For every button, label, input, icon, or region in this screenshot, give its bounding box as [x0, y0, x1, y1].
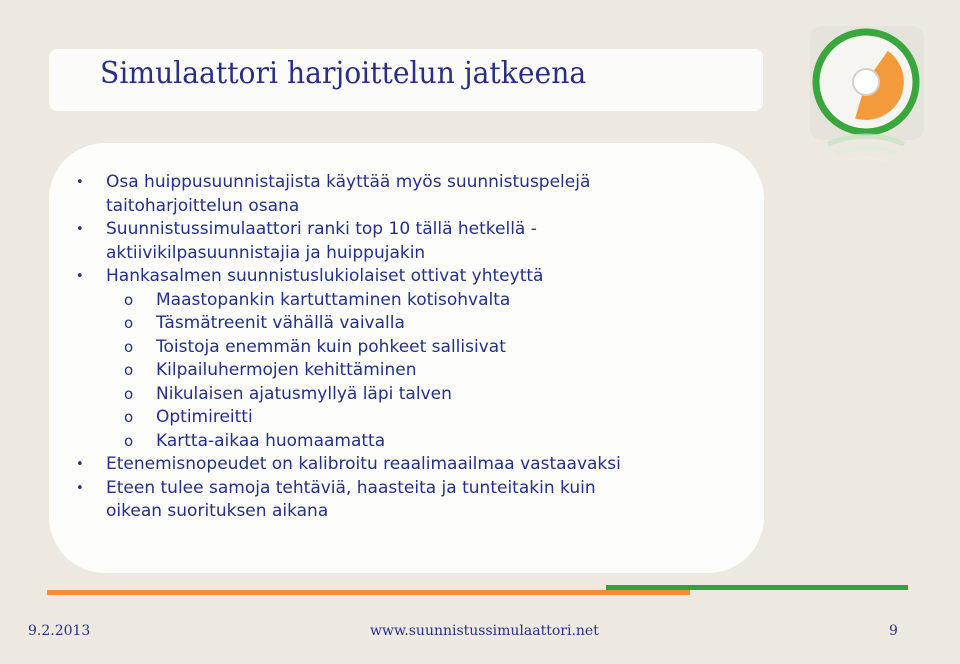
sub-bullet-icon: o	[124, 290, 134, 309]
bullet-icon: •	[76, 222, 84, 237]
footer-url: www.suunnistussimulaattori.net	[370, 623, 599, 639]
orange-accent-bar	[47, 590, 690, 595]
sub-bullet-icon: o	[124, 337, 134, 356]
slide-title: Simulaattori harjoittelun jatkeena	[100, 56, 587, 91]
sub-bullet-icon: o	[124, 431, 134, 450]
sub-bullet-icon: o	[124, 384, 134, 403]
sub-bullet-icon: o	[124, 408, 134, 426]
footer-date: 9.2.2013	[28, 623, 91, 639]
sub-bullet-icon: o	[124, 314, 134, 332]
bullet-icon: •	[76, 480, 84, 496]
sub-bullet-icon: o	[124, 361, 134, 379]
page-number: 9	[889, 623, 898, 639]
bullet-icon: •	[76, 269, 84, 284]
bullet-list: • Osa huippusuunnistajista käyttää myös suunnistuspelejä taitoharjoittelun osana • Suunnistussimulaattori ranki top 10 tällä hetkellä - aktiivikilpasuunnistajia ja huippujakin • Hankasalmen suunnistuslukiolaiset ottivat yhteyttä o Maastopankin kartuttaminen kotisohvalta o Täsmätreenit vähällä vaivalla o Toistoja enemmän kuin pohkeet sallisivat o Kilpailuhermojen kehittäminen o Nikulaisen ajatusmyllyä läpi talven o Optimireitti o Kartta-aikaa huomaamatta • Etenemisnopeudet on kalibroitu reaalimaailmaa vastaavaksi • Eteen tulee samoja tehtäviä, haasteita ja tunteitakin kuin oikean suorituksen aikana	[76, 172, 621, 521]
bullet-icon: •	[76, 175, 84, 190]
bullet-icon: •	[76, 457, 84, 472]
